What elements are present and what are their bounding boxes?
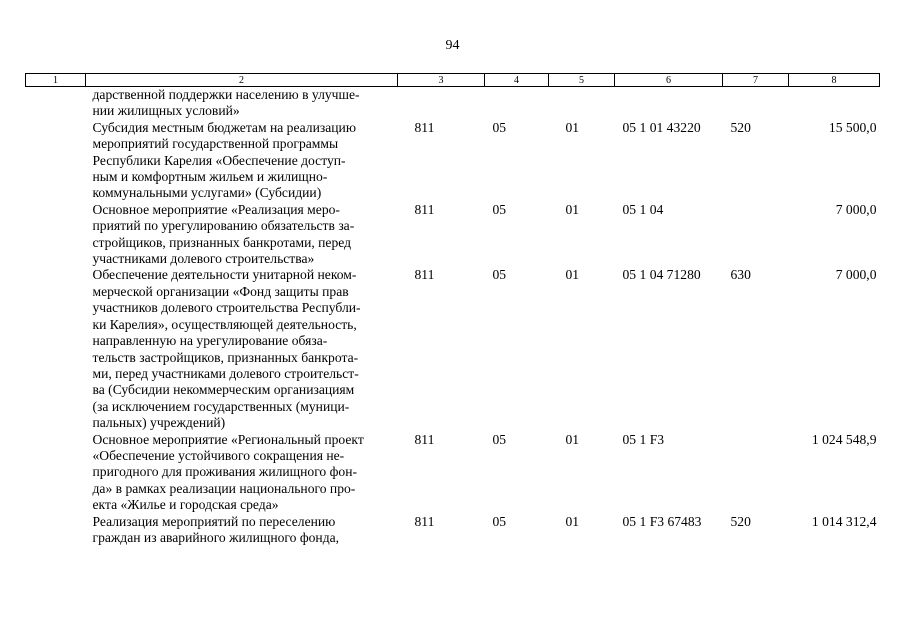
column-header-7: 7 <box>723 74 789 87</box>
cell-name: Реализация мероприятий по переселению граждан из аварийного жилищного фонда, <box>92 513 340 545</box>
cell-section: 05 <box>492 201 507 217</box>
cell-subsection: 01 <box>565 201 580 217</box>
column-header-6: 6 <box>615 74 723 87</box>
cell-expense-type: 630 <box>730 267 751 283</box>
cell-admin-code <box>398 87 485 120</box>
cell-subsection <box>549 87 615 120</box>
cell-amount: 15 500,0 <box>828 119 877 135</box>
column-header-8: 8 <box>789 74 880 87</box>
cell-col1 <box>26 432 86 514</box>
cell-name: Основное мероприятие «Региональный проект «Обеспечение устойчивого сокращения не- пригодного для проживания жилищного фон- да» в рамках реализации национального про- екта «Жилье и городская среда» <box>92 431 364 513</box>
page-number: 94 <box>445 38 460 53</box>
cell-col1 <box>26 120 86 202</box>
cell-expense-type <box>723 202 789 268</box>
column-header-1: 1 <box>26 74 86 87</box>
cell-amount: 1 024 548,9 <box>811 431 877 447</box>
column-header-3: 3 <box>398 74 485 87</box>
table-row <box>26 432 880 514</box>
cell-name: Основное мероприятие «Реализация меро- приятий по урегулированию обязательств за- стройщиков, признанных банкротами, перед участниками долевого строительства» <box>92 201 355 267</box>
cell-admin-code: 811 <box>414 267 435 283</box>
cell-subsection: 01 <box>565 119 580 135</box>
cell-admin-code: 811 <box>414 513 435 529</box>
cell-section: 05 <box>492 513 507 529</box>
cell-col1 <box>26 267 86 431</box>
column-header-5: 5 <box>549 74 615 87</box>
cell-target-code: 05 1 04 <box>622 201 664 217</box>
column-header-4: 4 <box>485 74 549 87</box>
cell-target-code: 05 1 01 43220 <box>622 119 701 135</box>
table-row <box>26 202 880 268</box>
table-row <box>26 267 880 431</box>
cell-name: Обеспечение деятельности унитарной неком- мерческой организации «Фонд защиты прав участников долевого строительства Республи- ки Карелия», осуществляющей деятельность, направленную на урегулирование обяза- тельств застройщиков, признанных банкрота- ми, перед участниками долевого строительст- ва (Субсидии некоммерческим организациям (за исключением государственных (муници- пальных) учреждений) <box>92 267 361 431</box>
cell-target-code: 05 1 F3 <box>622 431 665 447</box>
table-row <box>26 120 880 202</box>
cell-target-code: 05 1 F3 67483 <box>622 513 702 529</box>
cell-col1 <box>26 514 86 547</box>
cell-amount <box>789 87 880 120</box>
cell-amount: 1 014 312,4 <box>811 513 877 529</box>
cell-name: дарственной поддержки населению в улучше- нии жилищных условий» <box>92 87 360 119</box>
cell-col1 <box>26 87 86 120</box>
cell-col1 <box>26 202 86 268</box>
cell-subsection: 01 <box>565 431 580 447</box>
column-header-2: 2 <box>86 74 398 87</box>
table-row <box>26 514 880 547</box>
cell-expense-type <box>723 432 789 514</box>
cell-expense-type <box>723 87 789 120</box>
cell-section: 05 <box>492 431 507 447</box>
cell-name: Субсидия местным бюджетам на реализацию мероприятий государственной программы Республики Карелия «Обеспечение доступ- ным и комфортным жильем и жилищно- коммунальными услугами» (Субсидии) <box>92 119 356 201</box>
cell-amount: 7 000,0 <box>835 201 877 217</box>
cell-expense-type: 520 <box>730 119 751 135</box>
cell-section: 05 <box>492 119 507 135</box>
cell-admin-code: 811 <box>414 201 435 217</box>
cell-expense-type: 520 <box>730 513 751 529</box>
cell-section: 05 <box>492 267 507 283</box>
table-row <box>26 87 880 120</box>
cell-amount: 7 000,0 <box>835 267 877 283</box>
cell-section <box>485 87 549 120</box>
cell-subsection: 01 <box>565 513 580 529</box>
header-row <box>26 74 880 87</box>
cell-subsection: 01 <box>565 267 580 283</box>
cell-admin-code: 811 <box>414 119 435 135</box>
cell-target-code <box>615 87 723 120</box>
cell-target-code: 05 1 04 71280 <box>622 267 701 283</box>
budget-table <box>25 73 880 546</box>
cell-admin-code: 811 <box>414 431 435 447</box>
